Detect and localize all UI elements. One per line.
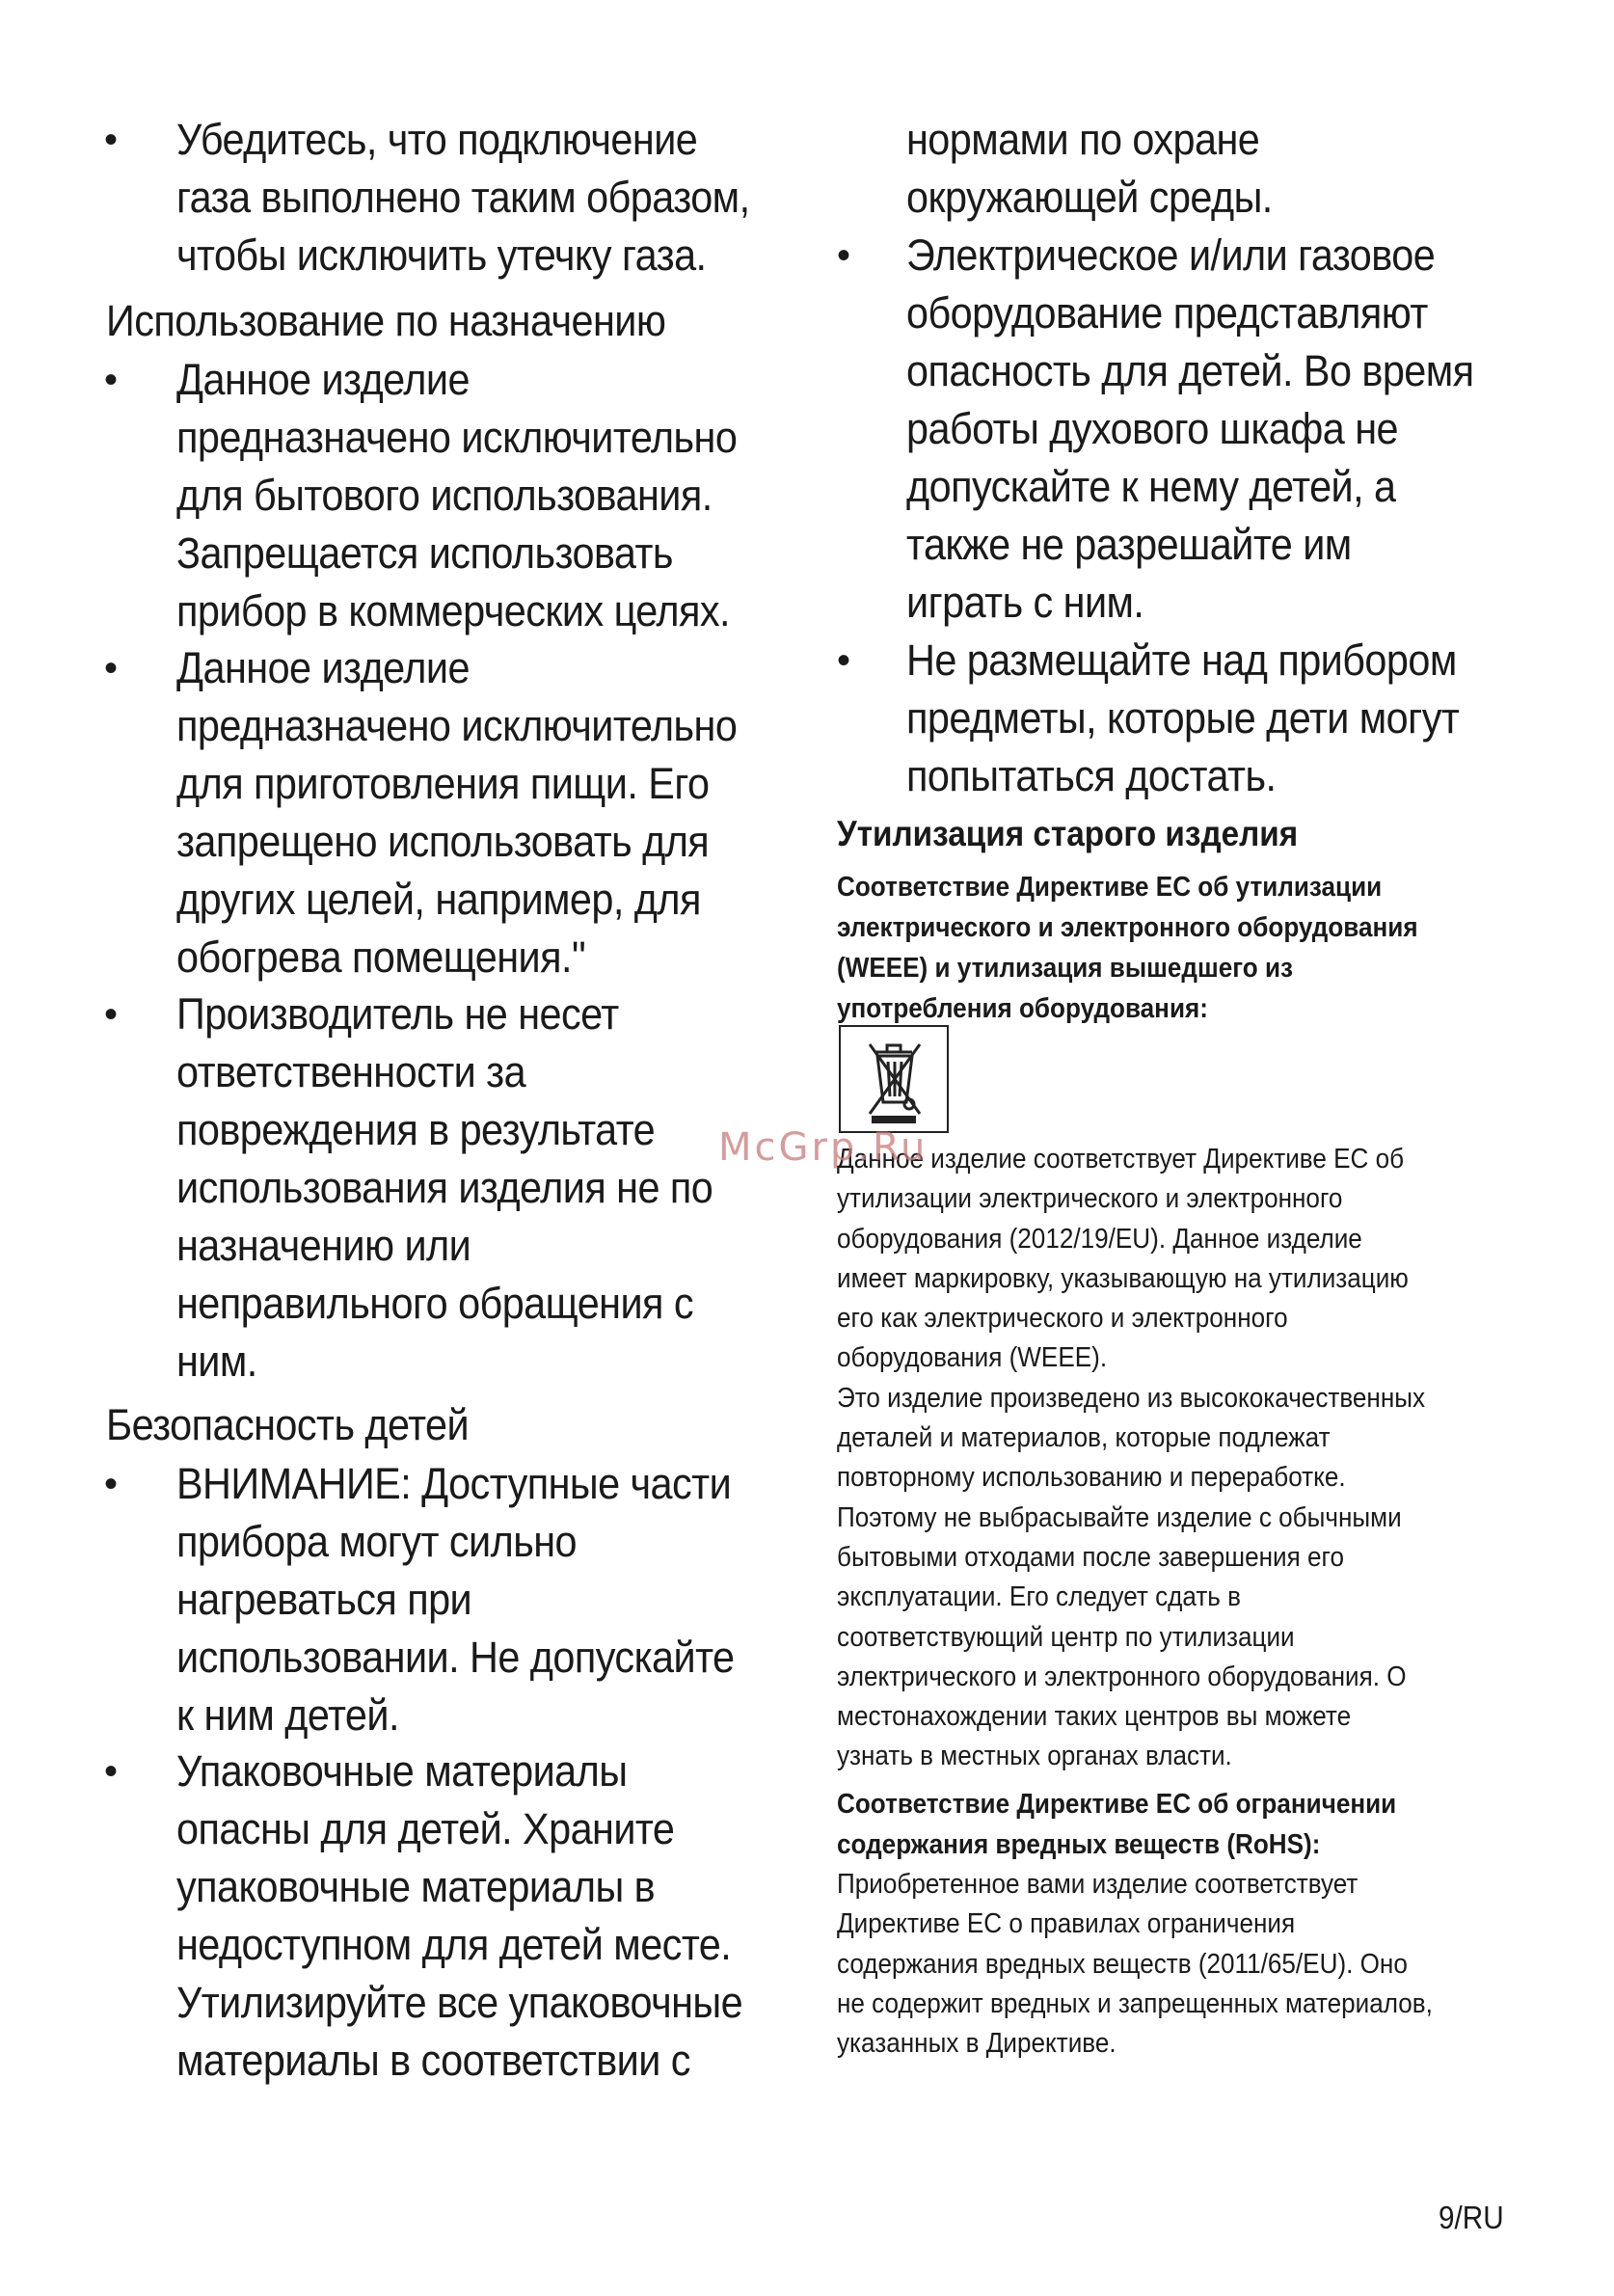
text-line: попытаться достать. <box>906 751 1277 800</box>
text-line: содержания вредных веществ (RoHS): <box>837 1829 1321 1860</box>
text-line: Директиве ЕС о правилах ограничения <box>837 1908 1296 1940</box>
text-line: Приобретенное вами изделие соответствует <box>837 1869 1358 1900</box>
page-number: 9/RU <box>1439 2200 1504 2235</box>
text-line: ответственности за <box>176 1047 526 1096</box>
text-line: материалы в соответствии с <box>176 2036 690 2085</box>
text-line: употребления оборудования: <box>837 993 1208 1024</box>
text-line: к ним детей. <box>176 1690 399 1740</box>
text-line: опасны для детей. Храните <box>176 1804 675 1853</box>
text-line: упаковочные материалы в <box>176 1862 656 1911</box>
text-line: также не разрешайте им <box>906 520 1352 569</box>
heading-intended-use: Использование по назначению <box>106 296 666 345</box>
disposal-title: Утилизация старого изделия <box>837 814 1299 853</box>
text-line: для приготовления пищи. Его <box>176 759 710 808</box>
bullet-hot-parts-warning <box>176 1455 735 1744</box>
text-line: не содержит вредных и запрещенных материалов, <box>837 1987 1433 2019</box>
text-line: Запрещается использовать <box>176 528 673 578</box>
text-line: ВНИМАНИЕ: Доступные части <box>176 1459 732 1508</box>
text-line: электрического и электронного оборудования. О <box>837 1661 1407 1692</box>
rohs-heading <box>837 1784 1396 1865</box>
text-line: Убедитесь, что подключение <box>176 115 698 164</box>
bullet-dot: • <box>837 234 851 277</box>
text-line: эксплуатации. Его следует сдать в <box>837 1581 1242 1613</box>
crossed-out-wheelie-bin-icon <box>841 1027 947 1131</box>
text-line: оборудования (2012/19/EU). Данное изделие <box>837 1223 1362 1255</box>
packaging-continuation <box>906 111 1273 227</box>
bullet-objects-above <box>906 632 1459 805</box>
text-line: Упаковочные материалы <box>176 1746 628 1796</box>
text-line: узнать в местных органах власти. <box>837 1741 1232 1772</box>
text-line: Поэтому не выбрасывайте изделие с обычными <box>837 1501 1402 1533</box>
text-line: Производитель не несет <box>176 989 619 1039</box>
text-line: Это изделие произведено из высококачественных <box>837 1382 1426 1414</box>
text-line: Соответствие Директиве ЕС об утилизации <box>837 872 1383 903</box>
text-line: ним. <box>176 1337 257 1386</box>
text-line: нагреваться при <box>176 1575 472 1624</box>
text-line: играть с ним. <box>906 578 1144 627</box>
bullet-dot: • <box>837 639 851 682</box>
text-line: бытовыми отходами после завершения его <box>837 1541 1344 1573</box>
text-line: оборудование представляют <box>906 288 1428 338</box>
text-line: содержания вредных веществ (2011/65/EU). Оно <box>837 1948 1408 1980</box>
bullet-household-use <box>176 351 737 640</box>
rohs-description <box>837 1865 1433 2064</box>
text-line: имеет маркировку, указывающую на утилизацию <box>837 1262 1409 1294</box>
text-line: использования изделия не по <box>176 1163 713 1212</box>
text-line: соответствующий центр по утилизации <box>837 1621 1295 1653</box>
watermark-text: McGrp.Ru <box>718 1125 928 1170</box>
bullet-dot: • <box>104 359 119 401</box>
text-line: запрещено использовать для <box>176 817 710 866</box>
text-line: предметы, которые дети могут <box>906 693 1460 743</box>
text-line: его как электрического и электронного <box>837 1303 1288 1335</box>
text-line: (WEEE) и утилизация вышедшего из <box>837 953 1293 984</box>
text-line: повторному использованию и переработке. <box>837 1462 1346 1494</box>
text-line: предназначено исключительно <box>176 413 738 462</box>
text-line: прибор в коммерческих целях. <box>176 586 730 635</box>
bullet-dot: • <box>104 993 119 1036</box>
text-line: прибора могут сильно <box>176 1517 578 1566</box>
text-line: оборудования (WEEE). <box>837 1342 1108 1374</box>
bullet-appliance-danger <box>906 227 1474 632</box>
bullet-dot: • <box>104 647 119 689</box>
bullet-packaging-materials <box>176 1742 742 2090</box>
weee-heading <box>837 867 1418 1029</box>
text-line: утилизации электрического и электронного <box>837 1183 1343 1215</box>
text-line: окружающей среды. <box>906 173 1273 222</box>
bullet-cooking-only <box>176 639 737 986</box>
text-line: использовании. Не допускайте <box>176 1633 735 1682</box>
bullet-dot: • <box>104 119 119 161</box>
text-line: опасность для детей. Во время <box>906 346 1474 395</box>
bullet-dot: • <box>104 1750 119 1793</box>
text-line: чтобы исключить утечку газа. <box>176 230 707 280</box>
text-line: недоступном для детей месте. <box>176 1920 732 1969</box>
text-line: Утилизируйте все упаковочные <box>176 1978 743 2027</box>
text-line: обогрева помещения." <box>176 932 586 982</box>
text-line: повреждения в результате <box>176 1105 656 1154</box>
text-line: местонахождении таких центров вы можете <box>837 1701 1352 1733</box>
text-line: допускайте к нему детей, а <box>906 462 1396 511</box>
text-line: нормами по охране <box>906 115 1260 164</box>
bullet-dot: • <box>104 1463 119 1505</box>
text-line: Данное изделие <box>176 643 470 692</box>
text-line: Не размещайте над прибором <box>906 635 1457 685</box>
heading-child-safety: Безопасность детей <box>106 1400 470 1449</box>
text-line: деталей и материалов, которые подлежат <box>837 1422 1331 1454</box>
text-line: Соответствие Директиве ЕС об ограничении <box>837 1789 1397 1820</box>
weee-symbol <box>839 1025 949 1133</box>
weee-description <box>837 1140 1425 1777</box>
text-line: других целей, например, для <box>176 875 701 924</box>
text-line: указанных в Директиве. <box>837 2028 1116 2060</box>
text-line: назначению или <box>176 1221 471 1270</box>
text-line: неправильного обращения с <box>176 1279 694 1328</box>
text-line: электрического и электронного оборудования <box>837 912 1418 943</box>
text-line: работы духового шкафа не <box>906 404 1398 453</box>
bullet-manufacturer-liability <box>176 986 713 1391</box>
text-line: газа выполнено таким образом, <box>176 173 750 222</box>
bullet-gas-connection <box>176 111 750 284</box>
text-line: Данное изделие <box>176 355 470 404</box>
text-line: предназначено исключительно <box>176 701 738 750</box>
text-line: Данное изделие соответствует Директиве ЕС об <box>837 1144 1405 1175</box>
text-line: Электрическое и/или газовое <box>906 230 1436 280</box>
text-line: для бытового использования. <box>176 471 713 520</box>
